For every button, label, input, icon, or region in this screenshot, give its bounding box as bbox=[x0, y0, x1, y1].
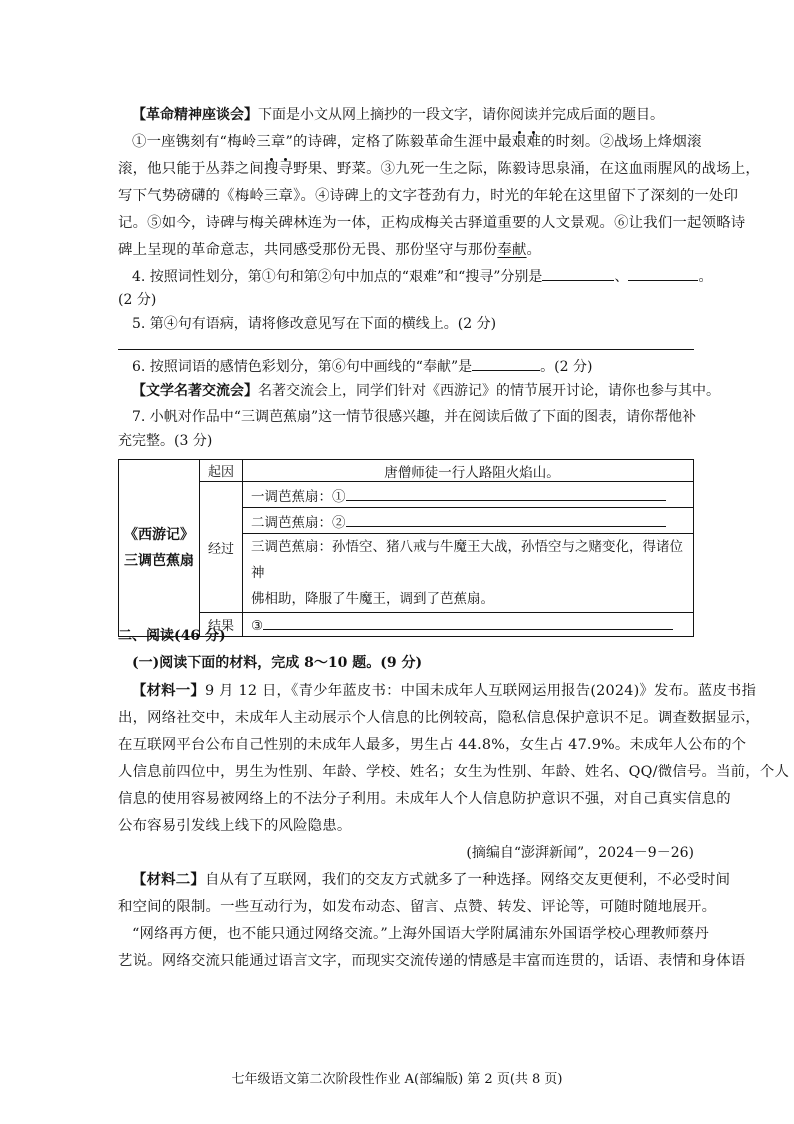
material-1-line: 信息的使用容易被网络上的不法分子利用。未成年人个人信息防护意识不强，对自己真实信息的 bbox=[118, 791, 731, 807]
process-item-3 bbox=[243, 534, 694, 613]
question-text: 6. 按照词语的感情色彩划分，第⑥句中画线的“奉献”是 bbox=[132, 359, 473, 375]
material-2-line: 和空间的限制。一些互动行为，如发布动态、留言、点赞、转发、评论等，可随时随地展开。 bbox=[118, 899, 717, 915]
material-1-source: (摘编自“澎湃新闻”，2024－9－26) bbox=[466, 845, 694, 861]
stage-process: 经过 bbox=[200, 482, 243, 613]
section-intro: 名著交流会上，同学们针对《西游记》的情节展开讨论，请你也参与其中。 bbox=[258, 383, 720, 399]
material-1-line: 在互联网平台公布自己性别的未成年人最多，男生占 44.8%，女生占 47.9%。未成年人公布的个 bbox=[118, 737, 747, 753]
question-7: 7. 小帆对作品中“三调芭蕉扇”这一情节很感兴趣，并在阅读后做了下面的图表，请你帮他补 bbox=[132, 409, 697, 425]
process-text-line: 佛相助，降服了牛魔王，调到了芭蕉扇。 bbox=[251, 591, 494, 607]
passage-text: 碑上呈现的革命意志，共同感受那份无畏、那份坚守与那份 bbox=[118, 242, 498, 258]
material-1-line: 人信息前四位中，男生为性别、年龄、学校、姓名；女生为性别、年龄、姓名、QQ/微信号。当前，个人 bbox=[118, 764, 790, 780]
dotted-char: 艰 bbox=[511, 134, 527, 150]
material-1-line: 公布容易引发线上线下的风险隐患。 bbox=[118, 818, 352, 834]
material-1-line bbox=[132, 680, 756, 702]
answer-blank[interactable] bbox=[346, 486, 666, 501]
reading-subheading: (一)阅读下面的材料，完成 8～10 题。(9 分) bbox=[132, 655, 423, 671]
section-tag: 【文学名著交流会】 bbox=[132, 383, 258, 399]
passage-text: 的时刻。②战场上烽烟滚 bbox=[541, 134, 702, 150]
answer-blank[interactable] bbox=[472, 356, 540, 371]
question-7-cont: 充完整。(3 分) bbox=[118, 433, 213, 449]
question-score: 。(2 分) bbox=[540, 359, 593, 375]
chart-title-cell bbox=[119, 460, 200, 637]
passage-text: ①一座镌刻有“梅岭三章”的诗碑，定格了陈毅革命生涯中最 bbox=[132, 134, 512, 150]
underlined-word: 奉献 bbox=[497, 242, 527, 258]
page-footer: 七年级语文第二次阶段性作业 A(部编版) 第 2 页(共 8 页) bbox=[231, 1072, 563, 1087]
chart-title-line1: 《西游记》 bbox=[124, 527, 194, 543]
answer-blank[interactable] bbox=[542, 266, 614, 281]
section-intro: 下面是小文从网上摘抄的一段文字，请你阅读并完成后面的题目。 bbox=[258, 107, 664, 123]
answer-blank[interactable] bbox=[263, 615, 673, 630]
process-label: 二调芭蕉扇：② bbox=[251, 514, 346, 531]
passage-line: 记。⑤如今，诗碑与梅关碑林连为一体，正构成梅关古驿道重要的人文景观。⑥让我们一起领略诗 bbox=[118, 215, 746, 231]
plot-chart-table bbox=[118, 459, 694, 637]
material-text: 9 月 12 日，《青少年蓝皮书：中国未成年人互联网运用报告(2024)》发布。蓝皮书指 bbox=[204, 683, 757, 699]
question-4 bbox=[132, 266, 712, 288]
answer-blank[interactable] bbox=[346, 512, 666, 527]
material-tag: 【材料二】 bbox=[132, 871, 205, 888]
stage-cause: 起因 bbox=[200, 460, 243, 482]
separator: 、 bbox=[614, 269, 629, 285]
dotted-char: 搜 bbox=[263, 161, 279, 177]
dotted-char: 寻 bbox=[278, 161, 294, 177]
material-2-line: 艺说。网络交流只能通过语言文字，而现实交流传递的情感是丰富而连贯的，话语、表情和身体语 bbox=[118, 953, 746, 969]
stage-result: 结果 bbox=[200, 613, 243, 637]
cause-content: 唐僧师徒一行人路阻火焰山。 bbox=[243, 460, 694, 482]
passage-text: 野果、野菜。③九死一生之际，陈毅诗思泉涌，在这血雨腥风的战场上， bbox=[293, 161, 761, 177]
passage-line: 写下气势磅礴的《梅岭三章》。④诗碑上的文字苍劲有力，时光的年轮在这里留下了深刻的一处印 bbox=[118, 188, 739, 204]
process-item-2 bbox=[243, 508, 694, 534]
material-tag: 【材料一】 bbox=[132, 682, 205, 699]
result-label: ③ bbox=[251, 618, 264, 634]
material-2-line bbox=[132, 869, 730, 891]
process-item-1 bbox=[243, 482, 694, 508]
answer-blank[interactable] bbox=[628, 266, 698, 281]
punctuation: 。 bbox=[698, 269, 713, 285]
passage-line bbox=[118, 158, 760, 180]
section-intro-line bbox=[132, 380, 720, 402]
passage-text: 。 bbox=[526, 242, 542, 258]
reading-heading: 二、阅读(46 分) bbox=[118, 628, 226, 644]
section-intro-line bbox=[132, 104, 664, 126]
passage-line bbox=[118, 239, 541, 261]
passage-text: 滚，他只能于丛莽之间 bbox=[118, 161, 264, 177]
answer-line[interactable] bbox=[118, 349, 694, 350]
passage-line bbox=[132, 131, 702, 153]
dotted-char: 难 bbox=[526, 134, 542, 150]
process-label: 一调芭蕉扇：① bbox=[251, 488, 346, 505]
chart-title-line2: 三调芭蕉扇 bbox=[124, 553, 194, 569]
material-1-line: 出，网络社交中，未成年人主动展示个人信息的比例较高，隐私信息保护意识不足。调查数据显示， bbox=[118, 710, 760, 726]
material-text: 自从有了互联网，我们的交友方式就多了一种选择。网络交友更便利，不必受时间 bbox=[204, 872, 731, 888]
result-content bbox=[243, 613, 694, 637]
material-2-line: “网络再方便，也不能只通过网络交流。”上海外国语大学附属浦东外国语学校心理教师蔡丹 bbox=[132, 926, 709, 942]
question-6 bbox=[132, 356, 592, 378]
question-5: 5. 第④句有语病，请将修改意见写在下面的横线上。(2 分) bbox=[132, 316, 497, 332]
question-text: 4. 按照词性划分，第①句和第②句中加点的“艰难”和“搜寻”分别是 bbox=[132, 269, 543, 285]
question-4-score: (2 分) bbox=[118, 292, 157, 308]
process-text-line: 三调芭蕉扇：孙悟空、猪八戒与牛魔王大战，孙悟空与之赌变化，得诸位神 bbox=[251, 539, 683, 581]
section-tag: 【革命精神座谈会】 bbox=[132, 107, 258, 123]
